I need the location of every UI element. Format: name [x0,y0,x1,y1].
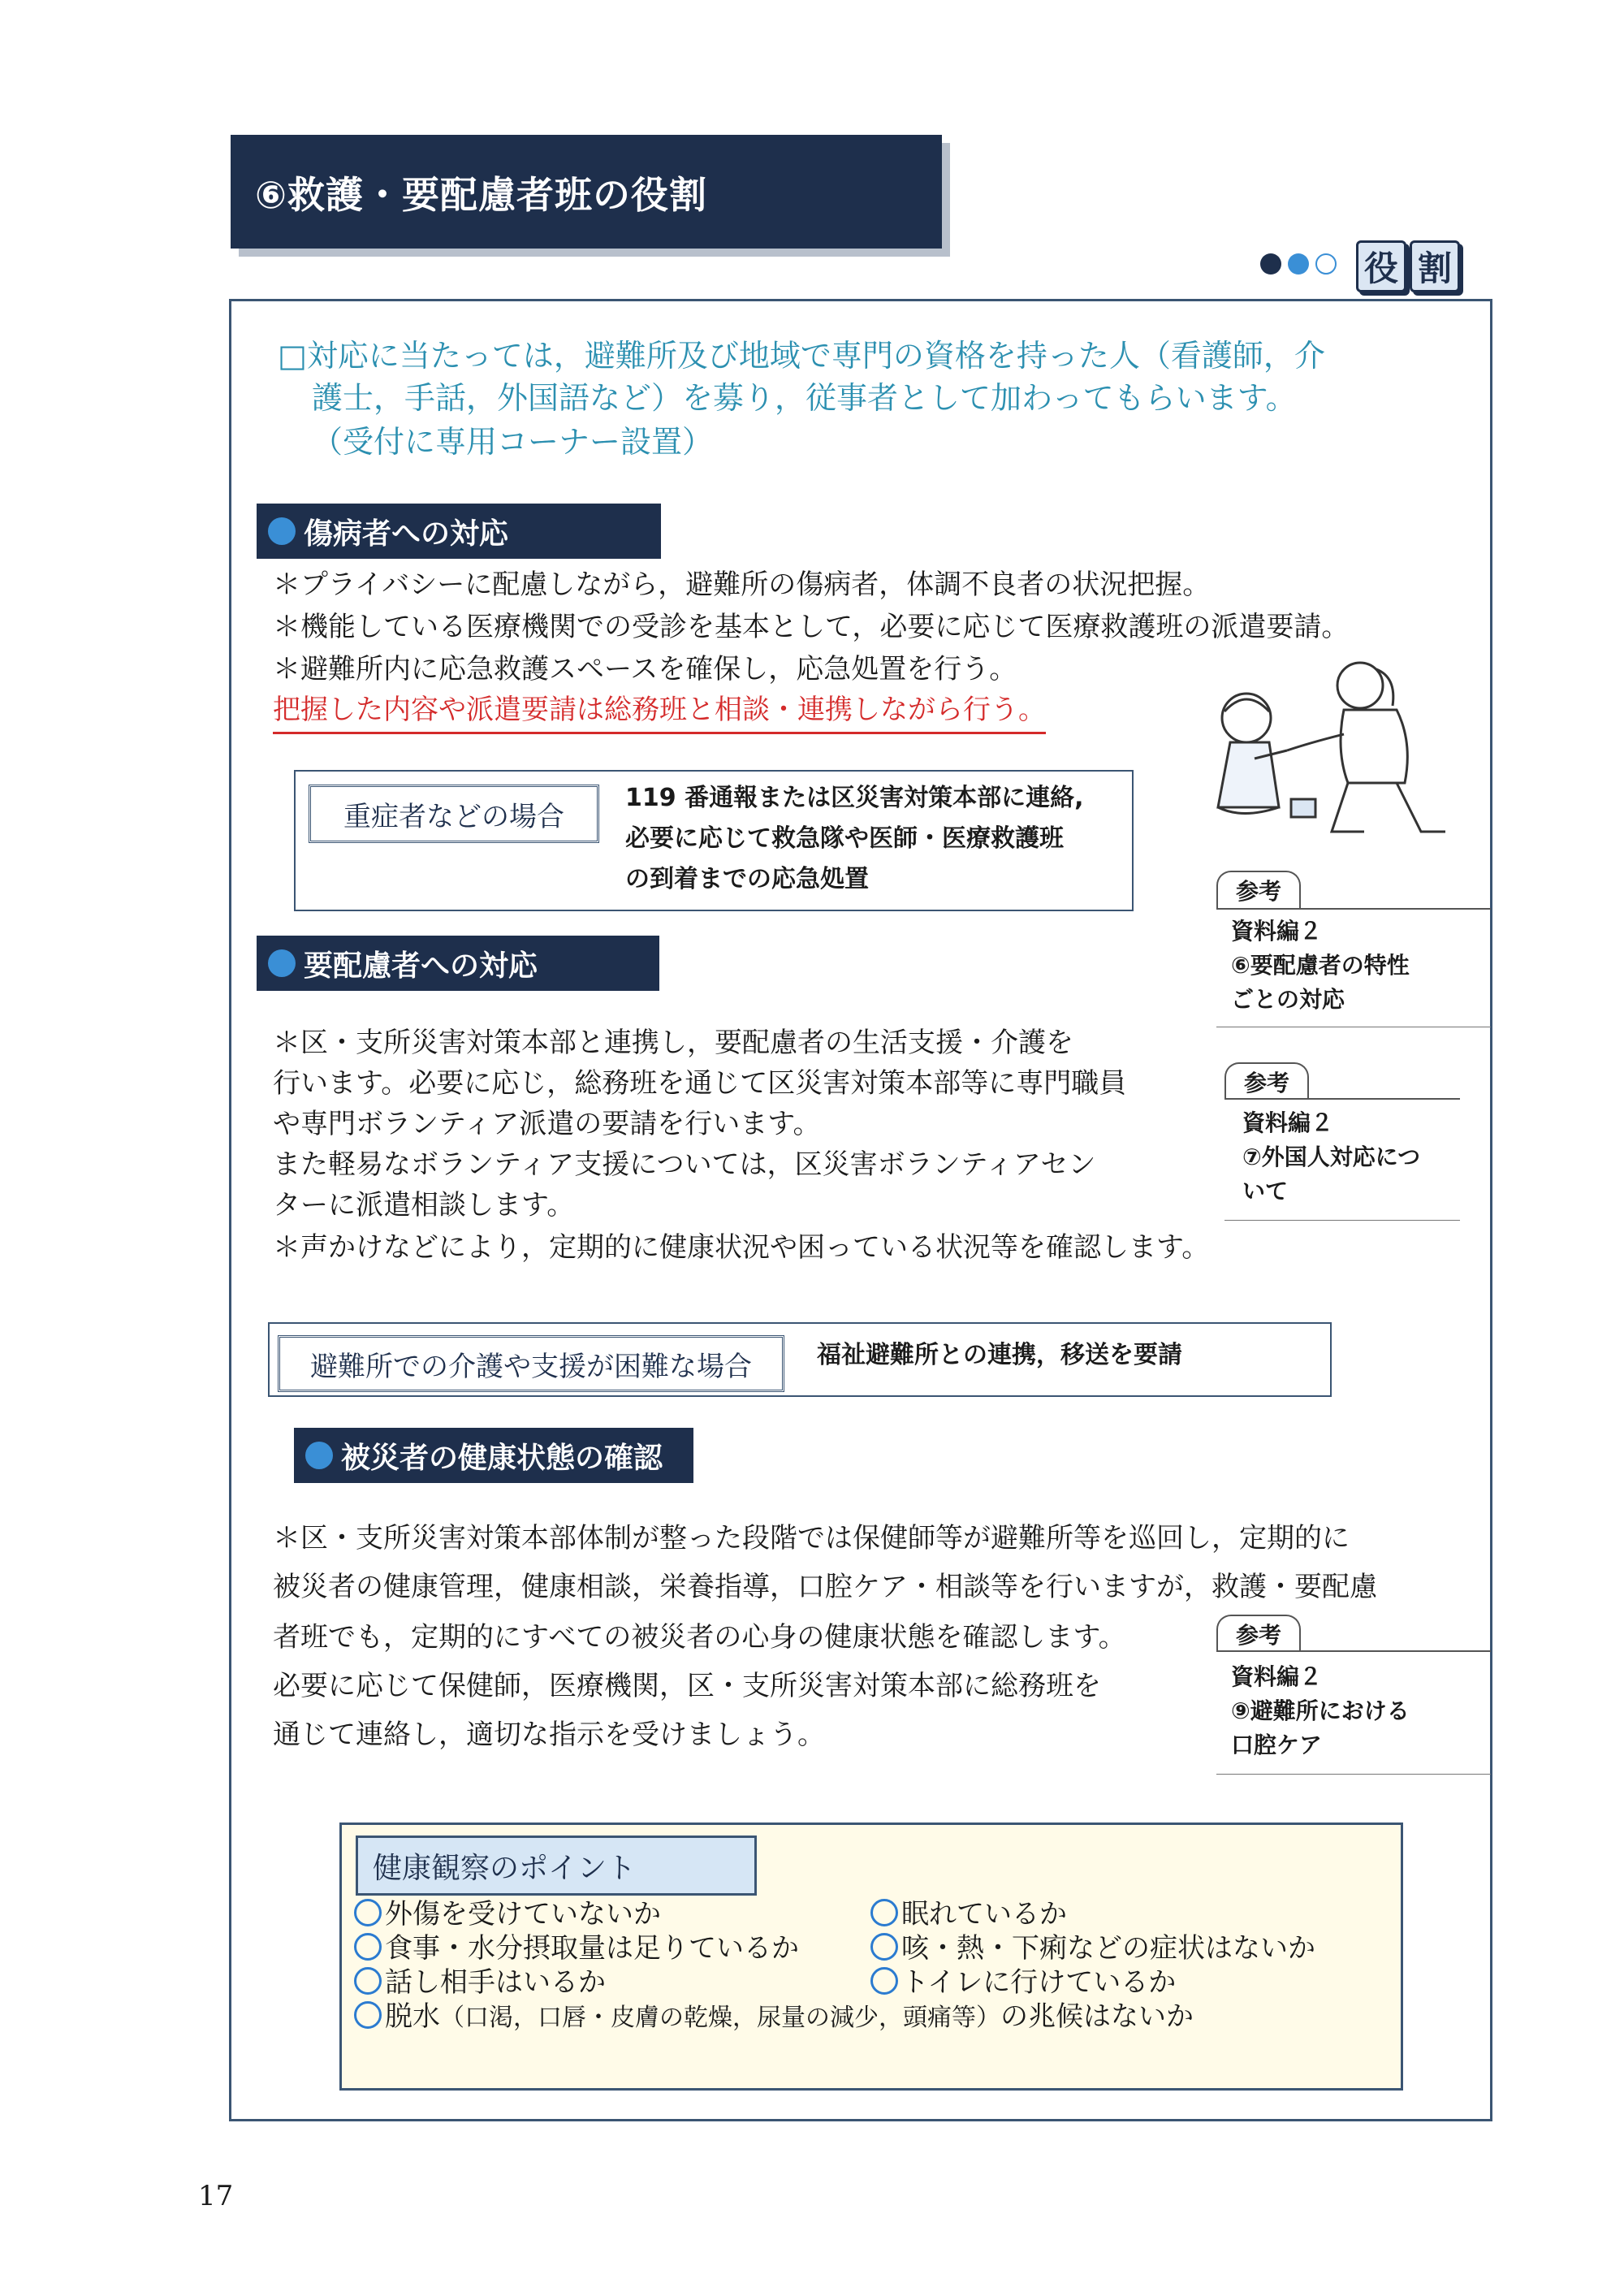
care-line-3: や専門ボランティア派遣の要請を行います。 [273,1108,821,1140]
injured-line-2: ＊機能している医療機関での受診を基本として，必要に応じて医療救護班の派遣要請。 [273,611,1350,643]
page-title: ⑥救護・要配慮者班の役割 [255,173,707,217]
health-check-title: 健康観察のポイント [356,1836,757,1896]
ref2-line-2: ⑦外国人対応につ [1242,1144,1421,1170]
ref-line-2 [1224,1098,1460,1100]
ref2-line-1: 資料編２ [1242,1109,1334,1136]
circle-icon [354,1967,382,1995]
care-line-6: ＊声かけなどにより，定期的に健康状況や困っている状況等を確認します。 [273,1231,1210,1264]
progress-dot-3 [1315,253,1337,275]
section-header-injured [257,504,661,559]
injured-line-3: ＊避難所内に応急救護スペースを確保し，応急処置を行う。 [273,653,1017,685]
care-line-1: ＊区・支所災害対策本部と連携し，要配慮者の生活支援・介護を [273,1027,1073,1059]
health-line-5: 通じて連絡し，適切な指示を受けましょう。 [273,1719,825,1751]
circle-icon [354,1933,382,1961]
ref-line-1 [1216,908,1491,910]
section-title: 要配慮者への対応 [304,949,538,983]
ref1-line-1: 資料編２ [1231,918,1323,945]
ref1-line-2: ⑥要配慮者の特性 [1231,952,1410,979]
care-line-5: ターに派遣相談します。 [273,1189,575,1222]
ref3-line-2: ⑨避難所における [1231,1697,1410,1724]
role-char-1: 役 [1356,240,1406,292]
intro-line-2: 護士，手話，外国語など）を募り，従事者として加わってもらいます。 [312,380,1297,416]
check-item-talk: 話し相手はいるか [354,1965,606,2000]
caregiver-child-illustration [1169,653,1453,856]
section-title: 傷病者への対応 [304,517,509,551]
severe-case-line-3: の到着までの応急処置 [625,865,869,893]
circle-icon [870,1933,898,1961]
ref3-line-1: 資料編２ [1231,1663,1323,1690]
bullet-icon [305,1442,333,1469]
difficult-care-label: 避難所での介護や支援が困難な場合 [278,1335,784,1392]
injured-red-note: 把握した内容や派遣要請は総務班と相談・連携しながら行う。 [273,689,1046,734]
check-item-injury: 外傷を受けていないか [354,1897,661,1931]
injured-line-1: ＊プライバシーに配慮しながら，避難所の傷病者，体調不良者の状況把握。 [273,569,1211,601]
section-title: 被災者の健康状態の確認 [341,1441,663,1475]
check-item-toilet: トイレに行けているか [870,1965,1176,2000]
health-line-2: 被災者の健康管理，健康相談，栄養指導，口腔ケア・相談等を行いますが，救護・要配慮 [273,1571,1377,1603]
severe-case-line-1: 119 番通報または区災害対策本部に連絡, [625,784,1084,812]
care-line-4: また軽易なボランティア支援については，区災害ボランティアセン [273,1148,1096,1181]
care-line-2: 行います。必要に応じ，総務班を通じて区災害対策本部等に専門職員 [273,1067,1127,1100]
section-header-health [294,1428,693,1483]
difficult-care-text: 福祉避難所との連携，移送を要請 [817,1341,1182,1369]
section-header-care [257,936,659,991]
ref3-line-3: 口腔ケア [1231,1732,1323,1758]
ref-tab-1: 参考 [1216,871,1301,908]
intro-line-1: □対応に当たっては，避難所及び地域で専門の資格を持った人（看護師，介 [278,338,1325,374]
circle-icon [354,1899,382,1926]
ref-tab-2: 参考 [1224,1062,1309,1100]
ref-tab-3: 参考 [1216,1615,1301,1652]
circle-icon [354,2001,382,2029]
health-line-1: ＊区・支所災害対策本部体制が整った段階では保健師等が避難所等を巡回し，定期的に [273,1522,1350,1554]
progress-dot-2 [1288,253,1309,275]
role-char-2: 割 [1410,240,1460,292]
page-title-banner [231,135,942,249]
ref-bottom-2 [1224,1220,1460,1221]
circle-icon [870,1967,898,1995]
progress-dot-1 [1260,253,1281,275]
circle-icon [870,1899,898,1926]
page-number: 17 [198,2180,234,2212]
intro-line-3: （受付に専用コーナー設置） [312,424,714,460]
role-label [1356,240,1460,291]
bullet-icon [268,949,296,977]
check-item-food: 食事・水分摂取量は足りているか [354,1931,799,1965]
check-item-symptoms: 咳・熱・下痢などの症状はないか [870,1931,1315,1965]
ref1-line-3: ごとの対応 [1231,986,1345,1013]
severe-case-line-2: 必要に応じて救急隊や医師・医療救護班 [625,824,1064,853]
health-line-3: 者班でも，定期的にすべての被災者の心身の健康状態を確認します。 [273,1621,1126,1654]
ref2-line-3: いて [1242,1178,1289,1204]
ref-line-3 [1216,1650,1491,1652]
severe-case-label: 重症者などの場合 [309,785,599,843]
bullet-icon [268,517,296,545]
ref-bottom-3 [1216,1774,1491,1775]
check-item-dehydration: 脱水（口渇，口唇・皮膚の乾燥，尿量の減少，頭痛等）の兆候はないか [354,2000,1194,2035]
role-progress-dots [1260,250,1338,279]
check-item-sleep: 眠れているか [870,1897,1067,1931]
health-line-4: 必要に応じて保健師，医療機関，区・支所災害対策本部に総務班を [273,1670,1101,1702]
